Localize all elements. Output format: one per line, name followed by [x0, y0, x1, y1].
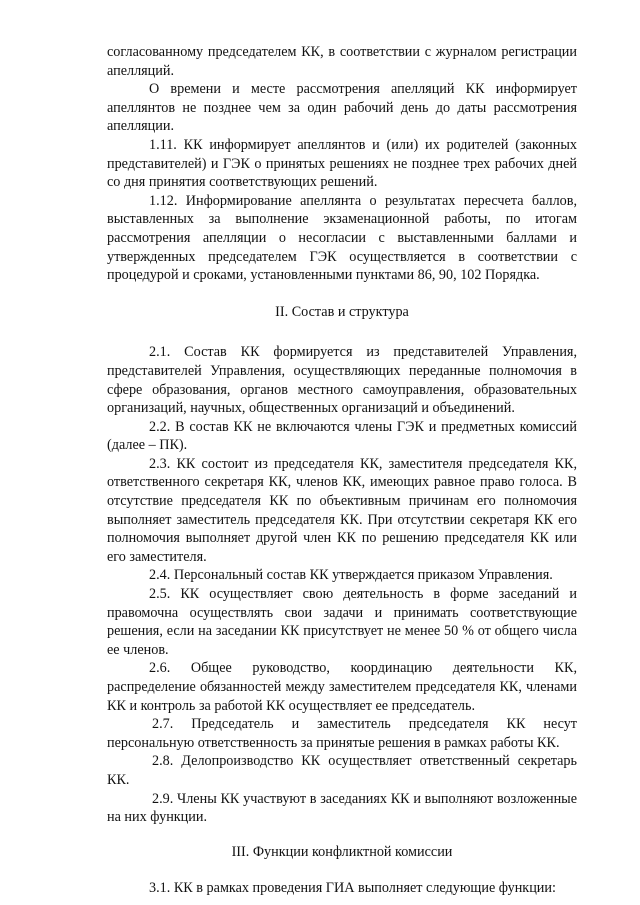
paragraph-2-5: 2.5. КК осуществляет свою деятельность в форме заседаний и правомочна осуществлять свои задачи и принимать соответствующие решения, если на заседании КК присутствует не менее 50 % от общего числа ее членов.: [107, 586, 577, 658]
spacer: [107, 827, 577, 843]
spacer: [107, 321, 577, 343]
paragraph-2-8: 2.8. Делопроизводство КК осуществляет ответственный секретарь КК.: [107, 753, 577, 788]
paragraph-3-1: 3.1. КК в рамках проведения ГИА выполняет следующие функции:: [149, 880, 556, 897]
paragraph-2-2: 2.2. В состав КК не включаются члены ГЭК и предметных комиссий (далее – ПК).: [107, 418, 577, 454]
paragraph-2-9: 2.9. Члены КК участвуют в заседаниях КК и выполняют возложенные на них функции.: [107, 790, 577, 826]
paragraph-2-4: 2.4. Персональный состав КК утверждается приказом Управления.: [149, 567, 553, 584]
paragraph-inform-time-place: О времени и месте рассмотрения апелляций КК информирует апеллянтов не позднее чем за один рабочий день до даты рассмотрения апелляции.: [107, 81, 577, 135]
spacer: [107, 285, 577, 303]
paragraph-2-6: 2.6. Общее руководство, координацию деятельности КК, распределение обязанностей между заместителем председателя КК, членами КК и контроль за работой КК осуществляет ее председатель.: [107, 660, 577, 714]
section-heading-functions: III. Функции конфликтной комиссии: [231, 843, 453, 860]
spacer: [107, 861, 577, 879]
document-body: [107, 43, 577, 898]
paragraph-1-11: 1.11. КК информирует апеллянтов и (или) их родителей (законных представителей) и ГЭК о принятых решениях не позднее трех рабочих дней со дня принятия соответствующих решений.: [107, 136, 577, 191]
paragraph-2-1: 2.1. Состав КК формируется из представителей Управления, представителей Управления, осуществляющих переданные полномочия в сфере образования, органов местного самоуправления, образовательных организаций, научных, общественных организаций и объединений.: [107, 344, 577, 417]
paragraph-continuation: согласованному председателем КК, в соответствии с журналом регистрации апелляций.: [107, 44, 577, 79]
paragraph-2-7: 2.7. Председатель и заместитель председателя КК несут персональную ответственность за принятые решения в рамках работы КК.: [107, 716, 577, 751]
paragraph-2-3: 2.3. КК состоит из председателя КК, заместителя председателя КК, ответственного секретаря КК, членов КК, имеющих равное право голоса. В отсутствие председателя КК по объективным причинам его полномочия выполняет заместитель председателя КК. При отсутствии секретаря КК его полномочия выполняет другой член КК по решению председателя КК или его заместителя.: [107, 455, 577, 565]
paragraph-1-12: 1.12. Информирование апеллянта о результатах пересчета баллов, выставленных за выполнение экзаменационной работы, по итогам рассмотрения апелляции о несогласии с выставленными баллами и утвержденных председателем ГЭК осуществляется в соответствии с процедурой и сроками, установленными пунктами 86, 90, 102 Порядка.: [107, 192, 577, 284]
section-heading-composition: II. Состав и структура: [275, 303, 409, 320]
